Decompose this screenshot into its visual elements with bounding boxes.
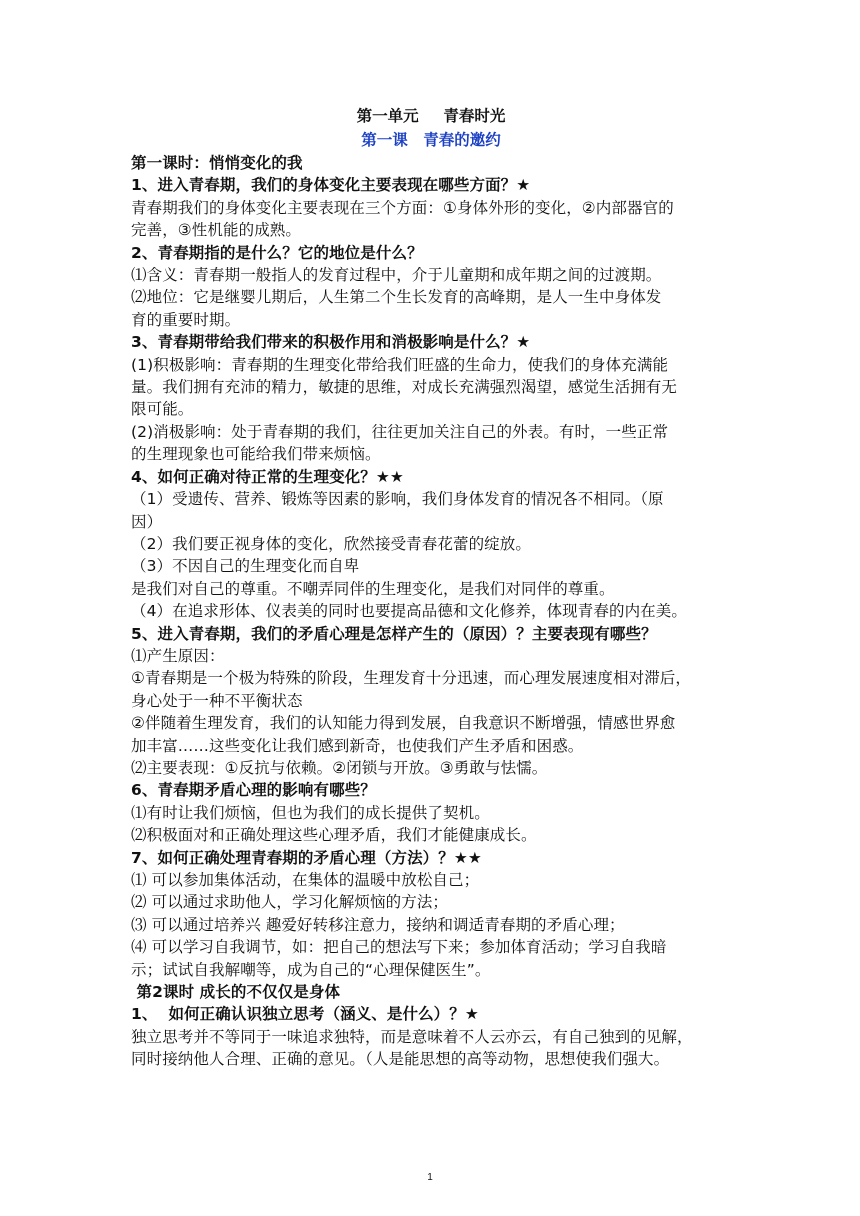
answer-text: ⑵ 可以通过求助他人，学习化解烦恼的方法； [131, 893, 449, 912]
answer-text: ⑵主要表现：①反抗与依赖。②闭锁与开放。③勇敢与怯懦。 [131, 758, 548, 777]
answer-text: （1）受遗传、营养、锻炼等因素的影响，我们身体发育的情况各不相同。（原 [131, 490, 664, 509]
answer-text: (2)消极影响：处于青春期的我们，往往更加关注自己的外表。有时，一些正常 [131, 422, 669, 441]
session-heading: 第2课时 成长的不仅仅是身体 [131, 983, 341, 1002]
answer-text: 是我们对自己的尊重。不嘲弄同伴的生理变化，是我们对同伴的尊重。 [131, 579, 615, 598]
unit-label: 第一单元 [356, 107, 419, 125]
answer-text: ⑴有时让我们烦恼，但也为我们的成长提供了契机。 [131, 803, 490, 822]
answer-text: ⑷ 可以学习自我调节，如：把自己的想法写下来；参加体育活动；学习自我暗 [131, 938, 667, 957]
answer-text: （4）在追求形体、仪表美的同时也要提高品德和文化修养，体现青春的内在美。 [131, 602, 687, 621]
question-heading: 6、青春期矛盾心理的影响有哪些？ [131, 781, 376, 800]
answer-text [131, 354, 731, 376]
question-heading: 5、进入青春期，我们的矛盾心理是怎样产生的（原因）？主要表现有哪些？ [131, 624, 657, 643]
answer-text: 身心处于一种不平衡状态 [131, 691, 303, 710]
answer-text: 限可能。 [131, 400, 194, 419]
answer-text: ①青春期是一个极为特殊的阶段，生理发育十分迅速，而心理发展速度相对滞后， [131, 669, 691, 688]
question-heading: 1、进入青春期，我们的身体变化主要表现在哪些方面？★ [131, 176, 531, 195]
answer-text: （2）我们要正视身体的变化，欣然接受青春花蕾的绽放。 [131, 534, 531, 553]
unit-heading [131, 104, 731, 128]
answer-text: 量。我们拥有充沛的精力，敏捷的思维，对成长充满强烈渴望，感觉生活拥有无 [131, 378, 678, 397]
question-heading: 1、 如何正确认识独立思考（涵义、是什么）？★ [131, 1005, 479, 1024]
lesson-label: 第一课 [361, 131, 408, 149]
answer-text: 加丰富……这些变化让我们感到新奇，也使我们产生矛盾和困惑。 [131, 736, 584, 755]
answer-text: ②伴随着生理发育，我们的认知能力得到发展，自我意识不断增强，情感世界愈 [131, 714, 676, 733]
answer-text: 育的重要时期。 [131, 310, 241, 329]
question-heading: 7、如何正确处理青春期的矛盾心理（方法）？★★ [131, 848, 482, 867]
document-body [131, 104, 731, 1071]
session-heading: 第一课时：悄悄变化的我 [131, 154, 303, 172]
answer-line: (1)积极影响：青春期的生理变化带给我们旺盛的生命力，使我们的身体充满能 [131, 355, 669, 374]
answer-text: ⑴ 可以参加集体活动，在集体的温暖中放松自己； [131, 871, 480, 889]
lesson-title: 青春的邀约 [423, 131, 501, 149]
page-number: 1 [427, 1172, 433, 1183]
answer-text: ⑴产生原因： [131, 646, 225, 665]
answer-text: 青春期我们的身体变化主要表现在三个方面：①身体外形的变化，②内部器官的 [131, 198, 674, 217]
answer-text: 完善，③性机能的成熟。 [131, 221, 301, 240]
question-heading: 4、如何正确对待正常的生理变化？★★ [131, 467, 404, 486]
answer-text: 同时接纳他人合理、正确的意见。（人是能思想的高等动物，思想使我们强大。 [131, 1050, 670, 1069]
answer-text: ⑵积极面对和正确处理这些心理矛盾，我们才能健康成长。 [131, 826, 537, 845]
answer-text: ⑴含义：青春期一般指人的发育过程中，介于儿童期和成年期之间的过渡期。 [131, 266, 662, 285]
answer-text: 示；试试自我解嘲等，成为自己的“心理保健医生”。 [131, 960, 491, 979]
unit-title: 青春时光 [443, 107, 506, 125]
answer-text: 因） [131, 512, 163, 531]
question-heading: 3、青春期带给我们带来的积极作用和消极影响是什么？★ [131, 333, 531, 352]
answer-text: ⑶ 可以通过培养兴 趣爱好转移注意力，接纳和调适青春期的矛盾心理； [131, 915, 625, 934]
lesson-heading [131, 128, 731, 152]
answer-text: （3）不因自己的生理变化而自卑 [131, 557, 360, 576]
answer-text: 的生理现象也可能给我们带来烦恼。 [131, 445, 381, 464]
answer-text: 独立思考并不等同于一味追求独特，而是意味着不人云亦云，有自己独到的见解， [131, 1027, 693, 1046]
answer-text: ⑵地位：它是继婴儿期后，人生第二个生长发育的高峰期，是人一生中身体发 [131, 288, 662, 307]
question-heading: 2、青春期指的是什么？它的地位是什么？ [131, 243, 423, 262]
